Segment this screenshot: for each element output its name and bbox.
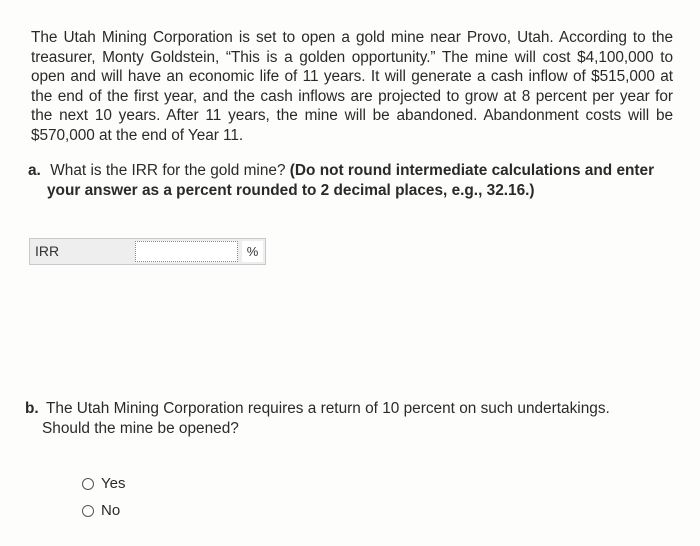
radio-button-icon[interactable] — [82, 478, 94, 490]
question-b-letter: b. — [25, 400, 39, 417]
irr-input[interactable] — [135, 241, 238, 262]
irr-answer-row — [29, 238, 266, 265]
option-yes-label: Yes — [101, 475, 126, 492]
percent-unit: % — [242, 241, 263, 262]
radio-button-icon[interactable] — [82, 505, 94, 517]
question-b-text-cont: Should the mine be opened? — [42, 419, 239, 437]
option-no[interactable] — [82, 497, 125, 524]
question-a-instruction-cont: your answer as a percent rounded to 2 decimal places, e.g., 32.16.) — [47, 182, 535, 199]
question-a-text: What is the IRR for the gold mine? — [46, 162, 290, 179]
question-a-letter: a. — [28, 162, 41, 179]
question-a — [28, 161, 678, 201]
answer-options — [82, 470, 125, 524]
question-b — [25, 399, 680, 438]
irr-label: IRR — [35, 243, 60, 259]
option-yes[interactable] — [82, 470, 125, 497]
option-no-label: No — [101, 502, 121, 519]
problem-statement: The Utah Mining Corporation is set to open a gold mine near Provo, Utah. According to the treasurer, Monty Goldstein, “This is a golden opportunity.” The mine will cost $4,100,000 to open and will have an economic life of 11 years. It will generate a cash inflow of $515,000 at the end of the first year, and the cash inflows are projected to grow at 8 percent per year for the next 10 years. After 11 years, the mine will be abandoned. Abandonment costs will be $570,000 at the end of Year 11. — [31, 29, 673, 144]
question-a-instruction: (Do not round intermediate calculations and enter — [289, 162, 655, 179]
question-b-text: The Utah Mining Corporation requires a return of 10 percent on such undertakings. — [42, 400, 610, 417]
